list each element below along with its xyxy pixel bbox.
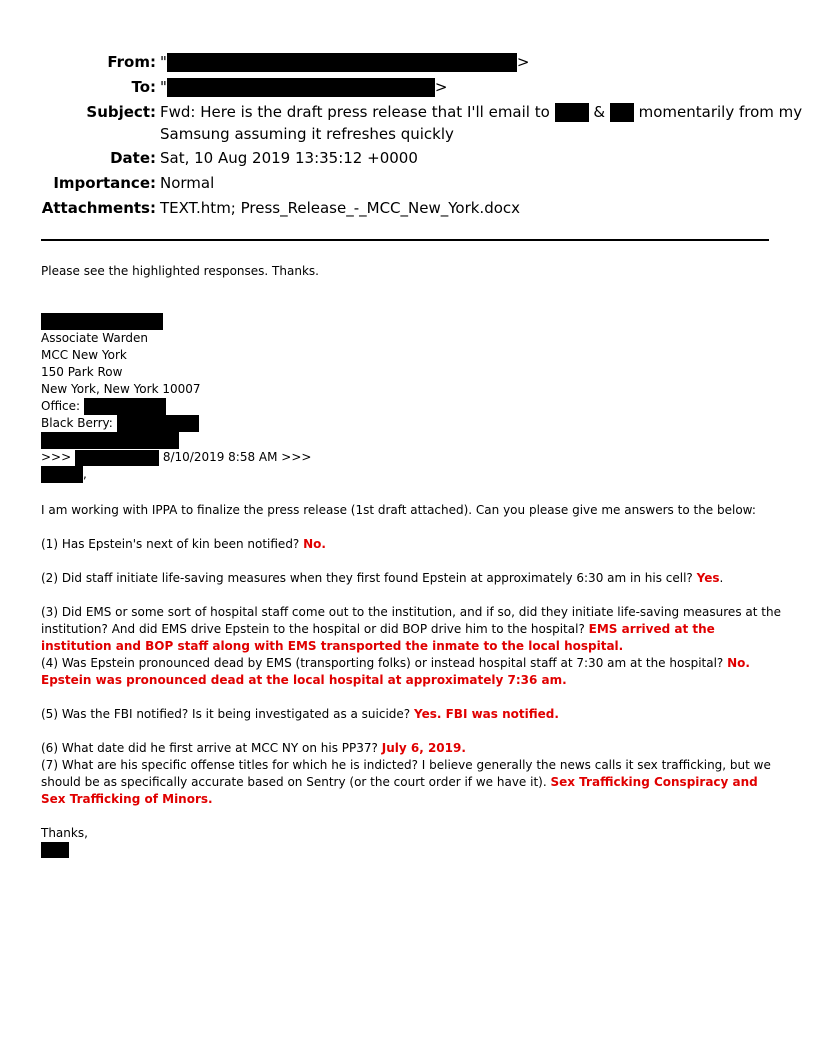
- header-divider: [41, 239, 769, 241]
- to-value: " >: [160, 78, 448, 96]
- date-value: Sat, 10 Aug 2019 13:35:12 +0000: [160, 149, 418, 167]
- qa-1: (1) Has Epstein's next of kin been notified? No.: [41, 537, 326, 551]
- from-value: " >: [160, 53, 530, 71]
- to-label: To:: [131, 78, 156, 96]
- qa-3: (3) Did EMS or some sort of hospital staff come out to the institution, and if so, did they initiate life-saving measures at the institution? And did EMS drive Epstein to the hospital or did BOP drive him to the hospital? EMS arrived at the institution and BOP staff along with EMS transported the inmate to the local hospital.: [41, 605, 781, 653]
- forward-line: >>> 8/10/2019 8:58 AM >>>: [41, 450, 312, 464]
- qa-6: (6) What date did he first arrive at MCC NY on his PP37? July 6, 2019.: [41, 741, 466, 755]
- redaction-box: [41, 313, 163, 330]
- redaction-box: [610, 103, 634, 122]
- redaction-box: [75, 450, 159, 466]
- signature-city: New York, New York 10007: [41, 382, 201, 396]
- redaction-box: [117, 415, 199, 432]
- subject-value-line2: Samsung assuming it refreshes quickly: [160, 125, 454, 143]
- subject-label: Subject:: [86, 103, 156, 121]
- signature-blackberry: Black Berry:: [41, 415, 781, 432]
- date-label: Date:: [110, 149, 156, 167]
- redaction-box: [167, 53, 517, 72]
- signature-block: Associate Warden MCC New York 150 Park Row New York, New York 10007 Office: Black Berry: >>> 8/10/2019 8:58 AM >>> ,: [41, 313, 781, 483]
- closing-signature: [41, 841, 781, 858]
- subject-value: Fwd: Here is the draft press release that I'll email to & momentarily from my: [160, 103, 803, 121]
- closing-text: Thanks,: [41, 826, 88, 840]
- qa-5: (5) Was the FBI notified? Is it being investigated as a suicide? Yes. FBI was notified.: [41, 707, 559, 721]
- redaction-box: [167, 78, 435, 97]
- attachments-value[interactable]: TEXT.htm; Press_Release_-_MCC_New_York.docx: [160, 199, 521, 217]
- redaction-box: [41, 466, 83, 483]
- importance-label: Importance:: [53, 174, 156, 192]
- signature-org: MCC New York: [41, 348, 127, 362]
- qa-2: (2) Did staff initiate life-saving measures when they first found Epstein at approximately 6:30 am in his cell? Yes.: [41, 571, 724, 585]
- qa-7: (7) What are his specific offense titles for which he is indicted? I believe generally the news calls it sex trafficking, but we should be as specifically accurate based on Sentry (or the court order if we have it). Sex Trafficking Conspiracy and Sex Trafficking of Minors.: [41, 758, 771, 806]
- signature-street: 150 Park Row: [41, 365, 123, 379]
- request-text: I am working with IPPA to finalize the press release (1st draft attached). Can you please give me answers to the below:: [41, 503, 756, 517]
- from-label: From:: [107, 53, 156, 71]
- redaction-box: [84, 398, 166, 415]
- qa-4: (4) Was Epstein pronounced dead by EMS (transporting folks) or instead hospital staff at 7:30 am at the hospital? No. Epstein was pronounced dead at the local hospital at approximately 7:36 am.: [41, 656, 750, 687]
- redaction-box: [555, 103, 589, 122]
- signature-office: Office:: [41, 398, 781, 415]
- attachments-label: Attachments:: [41, 199, 156, 217]
- redaction-box: [41, 842, 69, 858]
- signature-title: Associate Warden: [41, 331, 149, 345]
- importance-value: Normal: [160, 174, 215, 192]
- intro-text: Please see the highlighted responses. Thanks.: [41, 264, 319, 278]
- redaction-box: [41, 432, 179, 449]
